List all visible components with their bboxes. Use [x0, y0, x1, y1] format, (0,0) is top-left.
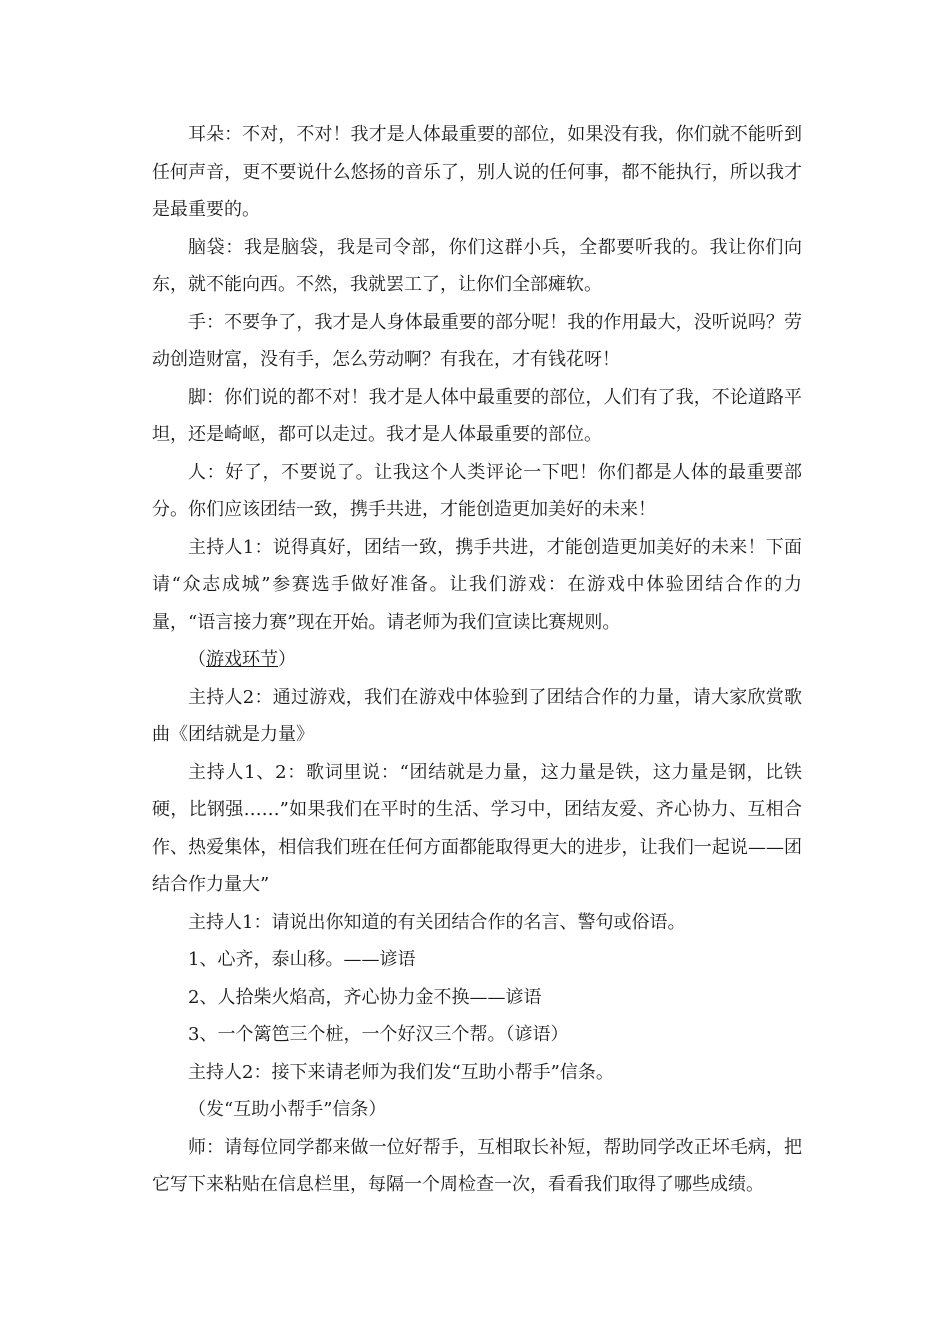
paragraph-hosts-lyrics: 主持人1、2：歌词里说：“团结就是力量，这力量是铁，这力量是钢，比铁硬，比钢强……”如果我们在平时的生活、学习中，团结友爱、齐心协力、互相合作、热爱集体，相信我们班在任何方面都能取得更大的进步，让我们一起说——团结合作力量大”: [152, 761, 802, 895]
paragraph-person: 人：好了，不要说了。让我这个人类评论一下吧！你们都是人体的最重要部分。你们应该团结一致，携手共进，才能创造更加美好的未来！: [152, 461, 802, 520]
paragraph-host1-quotes: 主持人1：请说出你知道的有关团结合作的名言、警句或俗语。: [188, 911, 686, 933]
paragraph-head: 脑袋：我是脑袋，我是司令部，你们这群小兵，全都要听我的。我让你们向东，就不能向西。不然，我就罢工了，让你们全部瘫软。: [152, 236, 802, 295]
paragraph-host2-song: 主持人2：通过游戏，我们在游戏中体验到了团结合作的力量，请大家欣赏歌曲《团结就是力量》: [152, 686, 802, 745]
game-section-close-paren: ）: [278, 649, 296, 670]
list-item-proverb-3: 3、一个篱笆三个桩，一个好汉三个帮。（谚语）: [188, 1024, 569, 1045]
game-section-link[interactable]: 游戏环节: [206, 649, 278, 670]
list-item-proverb-2: 2、人拾柴火焰高，齐心协力金不换——谚语: [188, 986, 542, 1008]
paragraph-host2-creed: 主持人2：接下来请老师为我们发“互助小帮手”信条。: [188, 1061, 614, 1083]
paragraph-creed-note: （发“互助小帮手”信条）: [188, 1099, 387, 1120]
paragraph-host1-game-intro: 主持人1：说得真好，团结一致，携手共进，才能创造更加美好的未来！下面请“众志成城”参赛选手做好准备。让我们游戏：在游戏中体验团结合作的力量，“语言接力赛”现在开始。请老师为我们宣读比赛规则。: [152, 536, 802, 633]
document-body: [152, 116, 802, 1204]
list-item-proverb-1: 1、心齐，泰山移。——谚语: [188, 949, 416, 970]
paragraph-ear: 耳朵：不对，不对！我才是人体最重要的部位，如果没有我，你们就不能听到任何声音，更不要说什么悠扬的音乐了，别人说的任何事，都不能执行，所以我才是最重要的。: [152, 124, 802, 220]
paragraph-teacher: 师：请每位同学都来做一位好帮手，互相取长补短，帮助同学改正坏毛病，把它写下来粘贴在信息栏里，每隔一个周检查一次，看看我们取得了哪些成绩。: [152, 1136, 802, 1195]
paragraph-game-section: [152, 641, 802, 679]
paragraph-hand: 手：不要争了，我才是人身体最重要的部分呢！我的作用最大，没听说吗？劳动创造财富，没有手，怎么劳动啊？有我在，才有钱花呀！: [152, 311, 802, 370]
paragraph-foot: 脚：你们说的都不对！我才是人体中最重要的部位，人们有了我，不论道路平坦，还是崎岖，都可以走过。我才是人体最重要的部位。: [152, 386, 802, 445]
game-section-open-paren: （: [188, 649, 206, 670]
